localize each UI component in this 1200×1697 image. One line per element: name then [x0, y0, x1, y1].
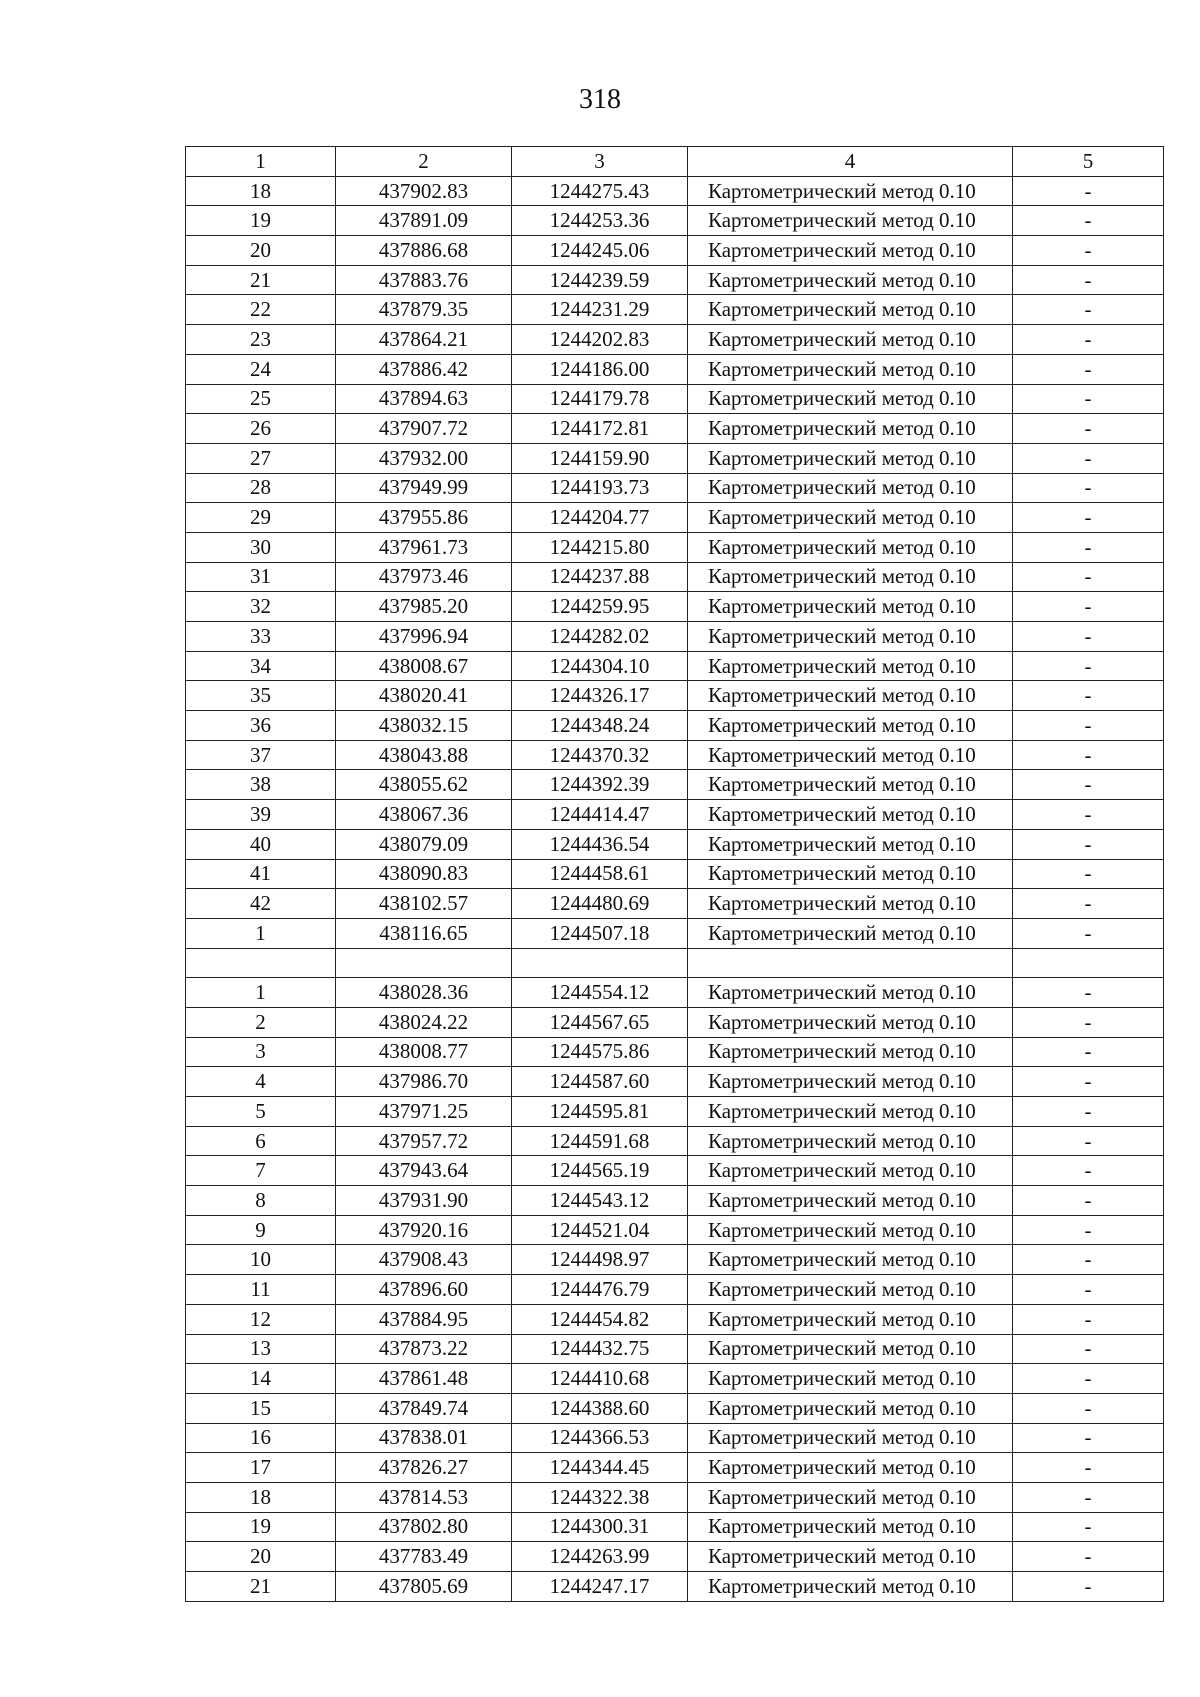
table-row [186, 1512, 1164, 1542]
method-cell: Картометрический метод 0.10 [688, 1186, 1013, 1216]
y-coordinate-cell: 1244193.73 [512, 473, 688, 503]
method-cell: Картометрический метод 0.10 [688, 354, 1013, 384]
method-cell: Картометрический метод 0.10 [688, 1215, 1013, 1245]
note-cell: - [1013, 1364, 1164, 1394]
point-number-cell: 37 [186, 740, 336, 770]
method-cell: Картометрический метод 0.10 [688, 681, 1013, 711]
x-coordinate-cell: 437883.76 [336, 265, 512, 295]
x-coordinate-cell: 437894.63 [336, 384, 512, 414]
table-row [186, 176, 1164, 206]
method-cell: Картометрический метод 0.10 [688, 236, 1013, 266]
point-number-cell: 41 [186, 859, 336, 889]
note-cell [1013, 948, 1164, 978]
note-cell: - [1013, 681, 1164, 711]
method-cell: Картометрический метод 0.10 [688, 325, 1013, 355]
table-row [186, 711, 1164, 741]
table-row [186, 1215, 1164, 1245]
point-number-cell: 8 [186, 1186, 336, 1216]
note-cell: - [1013, 532, 1164, 562]
point-number-cell: 42 [186, 889, 336, 919]
point-number-cell: 29 [186, 503, 336, 533]
y-coordinate-cell: 1244587.60 [512, 1067, 688, 1097]
table-row [186, 503, 1164, 533]
table-row [186, 295, 1164, 325]
method-cell: Картометрический метод 0.10 [688, 503, 1013, 533]
x-coordinate-cell: 437861.48 [336, 1364, 512, 1394]
page-number: 318 [579, 84, 621, 115]
method-cell: Картометрический метод 0.10 [688, 1572, 1013, 1602]
x-coordinate-cell: 438008.77 [336, 1037, 512, 1067]
method-cell: Картометрический метод 0.10 [688, 1126, 1013, 1156]
note-cell: - [1013, 1423, 1164, 1453]
x-coordinate-cell: 437896.60 [336, 1275, 512, 1305]
table-row [186, 532, 1164, 562]
x-coordinate-cell: 438043.88 [336, 740, 512, 770]
note-cell: - [1013, 1007, 1164, 1037]
note-cell: - [1013, 1334, 1164, 1364]
x-coordinate-cell: 437908.43 [336, 1245, 512, 1275]
method-cell: Картометрический метод 0.10 [688, 176, 1013, 206]
point-number-cell: 33 [186, 622, 336, 652]
table-row [186, 206, 1164, 236]
method-cell: Картометрический метод 0.10 [688, 562, 1013, 592]
y-coordinate-cell: 1244231.29 [512, 295, 688, 325]
table-row [186, 1245, 1164, 1275]
table-row [186, 1364, 1164, 1394]
point-number-cell: 17 [186, 1453, 336, 1483]
x-coordinate-cell: 437985.20 [336, 592, 512, 622]
header-cell-2: 2 [336, 147, 512, 177]
y-coordinate-cell: 1244245.06 [512, 236, 688, 266]
x-coordinate-cell: 437814.53 [336, 1482, 512, 1512]
x-coordinate-cell: 437973.46 [336, 562, 512, 592]
method-cell: Картометрический метод 0.10 [688, 978, 1013, 1008]
note-cell: - [1013, 1304, 1164, 1334]
method-cell: Картометрический метод 0.10 [688, 1275, 1013, 1305]
y-coordinate-cell: 1244480.69 [512, 889, 688, 919]
x-coordinate-cell: 438079.09 [336, 829, 512, 859]
point-number-cell: 10 [186, 1245, 336, 1275]
table-row [186, 1156, 1164, 1186]
x-coordinate-cell: 437864.21 [336, 325, 512, 355]
method-cell: Картометрический метод 0.10 [688, 265, 1013, 295]
note-cell: - [1013, 711, 1164, 741]
method-cell: Картометрический метод 0.10 [688, 1334, 1013, 1364]
table-row [186, 829, 1164, 859]
y-coordinate-cell: 1244282.02 [512, 622, 688, 652]
x-coordinate-cell: 437932.00 [336, 443, 512, 473]
point-number-cell: 31 [186, 562, 336, 592]
point-number-cell: 18 [186, 1482, 336, 1512]
point-number-cell: 22 [186, 295, 336, 325]
y-coordinate-cell: 1244554.12 [512, 978, 688, 1008]
point-number-cell: 38 [186, 770, 336, 800]
x-coordinate-cell: 437805.69 [336, 1572, 512, 1602]
note-cell: - [1013, 1542, 1164, 1572]
note-cell: - [1013, 592, 1164, 622]
point-number-cell: 40 [186, 829, 336, 859]
x-coordinate-cell: 437826.27 [336, 1453, 512, 1483]
table-row [186, 265, 1164, 295]
point-number-cell: 39 [186, 800, 336, 830]
note-cell: - [1013, 1037, 1164, 1067]
method-cell [688, 948, 1013, 978]
note-cell: - [1013, 859, 1164, 889]
note-cell: - [1013, 176, 1164, 206]
table-row [186, 1067, 1164, 1097]
y-coordinate-cell: 1244498.97 [512, 1245, 688, 1275]
x-coordinate-cell: 438008.67 [336, 651, 512, 681]
point-number-cell: 21 [186, 1572, 336, 1602]
y-coordinate-cell: 1244414.47 [512, 800, 688, 830]
x-coordinate-cell: 438028.36 [336, 978, 512, 1008]
y-coordinate-cell: 1244247.17 [512, 1572, 688, 1602]
method-cell: Картометрический метод 0.10 [688, 1007, 1013, 1037]
x-coordinate-cell: 437873.22 [336, 1334, 512, 1364]
x-coordinate-cell: 437879.35 [336, 295, 512, 325]
note-cell: - [1013, 770, 1164, 800]
table-row [186, 592, 1164, 622]
note-cell: - [1013, 384, 1164, 414]
table-row [186, 562, 1164, 592]
note-cell: - [1013, 1393, 1164, 1423]
table-row [186, 1037, 1164, 1067]
note-cell: - [1013, 206, 1164, 236]
y-coordinate-cell: 1244476.79 [512, 1275, 688, 1305]
method-cell: Картометрический метод 0.10 [688, 740, 1013, 770]
x-coordinate-cell: 437971.25 [336, 1097, 512, 1127]
x-coordinate-cell: 437931.90 [336, 1186, 512, 1216]
table-row [186, 1334, 1164, 1364]
y-coordinate-cell: 1244253.36 [512, 206, 688, 236]
point-number-cell: 16 [186, 1423, 336, 1453]
point-number-cell: 6 [186, 1126, 336, 1156]
x-coordinate-cell [336, 948, 512, 978]
method-cell: Картометрический метод 0.10 [688, 1482, 1013, 1512]
y-coordinate-cell: 1244521.04 [512, 1215, 688, 1245]
method-cell: Картометрический метод 0.10 [688, 829, 1013, 859]
note-cell: - [1013, 622, 1164, 652]
x-coordinate-cell: 437920.16 [336, 1215, 512, 1245]
x-coordinate-cell: 437943.64 [336, 1156, 512, 1186]
note-cell: - [1013, 1126, 1164, 1156]
table-row [186, 473, 1164, 503]
point-number-cell: 24 [186, 354, 336, 384]
table-header-row [186, 147, 1164, 177]
y-coordinate-cell: 1244591.68 [512, 1126, 688, 1156]
point-number-cell: 27 [186, 443, 336, 473]
table-row [186, 859, 1164, 889]
table-row [186, 354, 1164, 384]
y-coordinate-cell: 1244392.39 [512, 770, 688, 800]
note-cell: - [1013, 265, 1164, 295]
x-coordinate-cell: 437996.94 [336, 622, 512, 652]
point-number-cell: 4 [186, 1067, 336, 1097]
table-row [186, 1542, 1164, 1572]
y-coordinate-cell: 1244565.19 [512, 1156, 688, 1186]
coordinates-table-body [186, 147, 1164, 1602]
y-coordinate-cell: 1244172.81 [512, 414, 688, 444]
table-row [186, 1126, 1164, 1156]
point-number-cell: 35 [186, 681, 336, 711]
note-cell: - [1013, 562, 1164, 592]
header-cell-3: 3 [512, 147, 688, 177]
x-coordinate-cell: 437884.95 [336, 1304, 512, 1334]
table-row [186, 1007, 1164, 1037]
note-cell: - [1013, 889, 1164, 919]
point-number-cell: 7 [186, 1156, 336, 1186]
point-number-cell: 34 [186, 651, 336, 681]
y-coordinate-cell: 1244575.86 [512, 1037, 688, 1067]
method-cell: Картометрический метод 0.10 [688, 918, 1013, 948]
table-row [186, 1393, 1164, 1423]
table-row [186, 770, 1164, 800]
x-coordinate-cell: 438067.36 [336, 800, 512, 830]
x-coordinate-cell: 437902.83 [336, 176, 512, 206]
y-coordinate-cell: 1244237.88 [512, 562, 688, 592]
y-coordinate-cell: 1244366.53 [512, 1423, 688, 1453]
header-cell-4: 4 [688, 147, 1013, 177]
y-coordinate-cell: 1244370.32 [512, 740, 688, 770]
table-row [186, 889, 1164, 919]
method-cell: Картометрический метод 0.10 [688, 800, 1013, 830]
note-cell: - [1013, 1215, 1164, 1245]
table-row [186, 918, 1164, 948]
method-cell: Картометрический метод 0.10 [688, 473, 1013, 503]
header-cell-1: 1 [186, 147, 336, 177]
table-row [186, 978, 1164, 1008]
y-coordinate-cell: 1244239.59 [512, 265, 688, 295]
x-coordinate-cell: 438055.62 [336, 770, 512, 800]
method-cell: Картометрический метод 0.10 [688, 206, 1013, 236]
x-coordinate-cell: 437849.74 [336, 1393, 512, 1423]
point-number-cell: 12 [186, 1304, 336, 1334]
method-cell: Картометрический метод 0.10 [688, 592, 1013, 622]
x-coordinate-cell: 437802.80 [336, 1512, 512, 1542]
y-coordinate-cell: 1244215.80 [512, 532, 688, 562]
point-number-cell: 3 [186, 1037, 336, 1067]
point-number-cell: 18 [186, 176, 336, 206]
note-cell: - [1013, 325, 1164, 355]
y-coordinate-cell: 1244159.90 [512, 443, 688, 473]
y-coordinate-cell: 1244263.99 [512, 1542, 688, 1572]
y-coordinate-cell: 1244567.65 [512, 1007, 688, 1037]
note-cell: - [1013, 414, 1164, 444]
method-cell: Картометрический метод 0.10 [688, 414, 1013, 444]
method-cell: Картометрический метод 0.10 [688, 295, 1013, 325]
x-coordinate-cell: 437957.72 [336, 1126, 512, 1156]
table-row [186, 443, 1164, 473]
method-cell: Картометрический метод 0.10 [688, 622, 1013, 652]
note-cell: - [1013, 978, 1164, 1008]
note-cell: - [1013, 354, 1164, 384]
method-cell: Картометрический метод 0.10 [688, 1245, 1013, 1275]
point-number-cell: 32 [186, 592, 336, 622]
table-row [186, 1572, 1164, 1602]
note-cell: - [1013, 1275, 1164, 1305]
point-number-cell: 36 [186, 711, 336, 741]
point-number-cell: 11 [186, 1275, 336, 1305]
x-coordinate-cell: 437949.99 [336, 473, 512, 503]
point-number-cell: 14 [186, 1364, 336, 1394]
y-coordinate-cell: 1244388.60 [512, 1393, 688, 1423]
method-cell: Картометрический метод 0.10 [688, 711, 1013, 741]
y-coordinate-cell: 1244507.18 [512, 918, 688, 948]
table-row [186, 1304, 1164, 1334]
point-number-cell: 26 [186, 414, 336, 444]
x-coordinate-cell: 437961.73 [336, 532, 512, 562]
note-cell: - [1013, 740, 1164, 770]
x-coordinate-cell: 437986.70 [336, 1067, 512, 1097]
y-coordinate-cell: 1244432.75 [512, 1334, 688, 1364]
table-row [186, 1482, 1164, 1512]
method-cell: Картометрический метод 0.10 [688, 1097, 1013, 1127]
x-coordinate-cell: 438116.65 [336, 918, 512, 948]
table-separator-row [186, 948, 1164, 978]
note-cell: - [1013, 1245, 1164, 1275]
point-number-cell: 2 [186, 1007, 336, 1037]
note-cell: - [1013, 473, 1164, 503]
note-cell: - [1013, 1067, 1164, 1097]
table-row [186, 651, 1164, 681]
y-coordinate-cell: 1244543.12 [512, 1186, 688, 1216]
y-coordinate-cell: 1244202.83 [512, 325, 688, 355]
note-cell: - [1013, 829, 1164, 859]
method-cell: Картометрический метод 0.10 [688, 1393, 1013, 1423]
x-coordinate-cell: 438024.22 [336, 1007, 512, 1037]
y-coordinate-cell: 1244322.38 [512, 1482, 688, 1512]
table-row [186, 740, 1164, 770]
y-coordinate-cell: 1244348.24 [512, 711, 688, 741]
x-coordinate-cell: 437783.49 [336, 1542, 512, 1572]
point-number-cell: 30 [186, 532, 336, 562]
method-cell: Картометрический метод 0.10 [688, 532, 1013, 562]
table-row [186, 325, 1164, 355]
note-cell: - [1013, 1453, 1164, 1483]
method-cell: Картометрический метод 0.10 [688, 1037, 1013, 1067]
point-number-cell: 13 [186, 1334, 336, 1364]
method-cell: Картометрический метод 0.10 [688, 384, 1013, 414]
method-cell: Картометрический метод 0.10 [688, 1364, 1013, 1394]
y-coordinate-cell: 1244454.82 [512, 1304, 688, 1334]
method-cell: Картометрический метод 0.10 [688, 859, 1013, 889]
note-cell: - [1013, 1097, 1164, 1127]
note-cell: - [1013, 800, 1164, 830]
x-coordinate-cell: 437886.68 [336, 236, 512, 266]
table-row [186, 384, 1164, 414]
point-number-cell: 5 [186, 1097, 336, 1127]
method-cell: Картометрический метод 0.10 [688, 889, 1013, 919]
point-number-cell: 19 [186, 1512, 336, 1542]
method-cell: Картометрический метод 0.10 [688, 651, 1013, 681]
table-row [186, 1423, 1164, 1453]
method-cell: Картометрический метод 0.10 [688, 443, 1013, 473]
note-cell: - [1013, 443, 1164, 473]
note-cell: - [1013, 503, 1164, 533]
header-cell-5: 5 [1013, 147, 1164, 177]
y-coordinate-cell [512, 948, 688, 978]
note-cell: - [1013, 1482, 1164, 1512]
x-coordinate-cell: 437891.09 [336, 206, 512, 236]
note-cell: - [1013, 1156, 1164, 1186]
point-number-cell: 23 [186, 325, 336, 355]
y-coordinate-cell: 1244458.61 [512, 859, 688, 889]
method-cell: Картометрический метод 0.10 [688, 1542, 1013, 1572]
note-cell: - [1013, 1186, 1164, 1216]
x-coordinate-cell: 438020.41 [336, 681, 512, 711]
x-coordinate-cell: 437955.86 [336, 503, 512, 533]
y-coordinate-cell: 1244304.10 [512, 651, 688, 681]
point-number-cell: 28 [186, 473, 336, 503]
point-number-cell: 1 [186, 978, 336, 1008]
table-row [186, 1186, 1164, 1216]
method-cell: Картометрический метод 0.10 [688, 770, 1013, 800]
table-row [186, 1453, 1164, 1483]
x-coordinate-cell: 437907.72 [336, 414, 512, 444]
table-row [186, 622, 1164, 652]
y-coordinate-cell: 1244204.77 [512, 503, 688, 533]
point-number-cell [186, 948, 336, 978]
note-cell: - [1013, 1512, 1164, 1542]
y-coordinate-cell: 1244275.43 [512, 176, 688, 206]
table-row [186, 1097, 1164, 1127]
y-coordinate-cell: 1244410.68 [512, 1364, 688, 1394]
point-number-cell: 15 [186, 1393, 336, 1423]
method-cell: Картометрический метод 0.10 [688, 1067, 1013, 1097]
table-row [186, 414, 1164, 444]
note-cell: - [1013, 295, 1164, 325]
point-number-cell: 19 [186, 206, 336, 236]
method-cell: Картометрический метод 0.10 [688, 1512, 1013, 1542]
method-cell: Картометрический метод 0.10 [688, 1423, 1013, 1453]
y-coordinate-cell: 1244436.54 [512, 829, 688, 859]
y-coordinate-cell: 1244326.17 [512, 681, 688, 711]
y-coordinate-cell: 1244259.95 [512, 592, 688, 622]
point-number-cell: 20 [186, 236, 336, 266]
y-coordinate-cell: 1244595.81 [512, 1097, 688, 1127]
coordinates-table [185, 146, 1164, 1602]
y-coordinate-cell: 1244300.31 [512, 1512, 688, 1542]
x-coordinate-cell: 438032.15 [336, 711, 512, 741]
x-coordinate-cell: 438102.57 [336, 889, 512, 919]
x-coordinate-cell: 437886.42 [336, 354, 512, 384]
point-number-cell: 25 [186, 384, 336, 414]
x-coordinate-cell: 437838.01 [336, 1423, 512, 1453]
note-cell: - [1013, 651, 1164, 681]
y-coordinate-cell: 1244179.78 [512, 384, 688, 414]
table-row [186, 681, 1164, 711]
method-cell: Картометрический метод 0.10 [688, 1453, 1013, 1483]
table-row [186, 800, 1164, 830]
table-row [186, 1275, 1164, 1305]
y-coordinate-cell: 1244186.00 [512, 354, 688, 384]
note-cell: - [1013, 1572, 1164, 1602]
point-number-cell: 21 [186, 265, 336, 295]
point-number-cell: 20 [186, 1542, 336, 1572]
note-cell: - [1013, 918, 1164, 948]
note-cell: - [1013, 236, 1164, 266]
point-number-cell: 1 [186, 918, 336, 948]
method-cell: Картометрический метод 0.10 [688, 1304, 1013, 1334]
y-coordinate-cell: 1244344.45 [512, 1453, 688, 1483]
x-coordinate-cell: 438090.83 [336, 859, 512, 889]
point-number-cell: 9 [186, 1215, 336, 1245]
table-row [186, 236, 1164, 266]
method-cell: Картометрический метод 0.10 [688, 1156, 1013, 1186]
